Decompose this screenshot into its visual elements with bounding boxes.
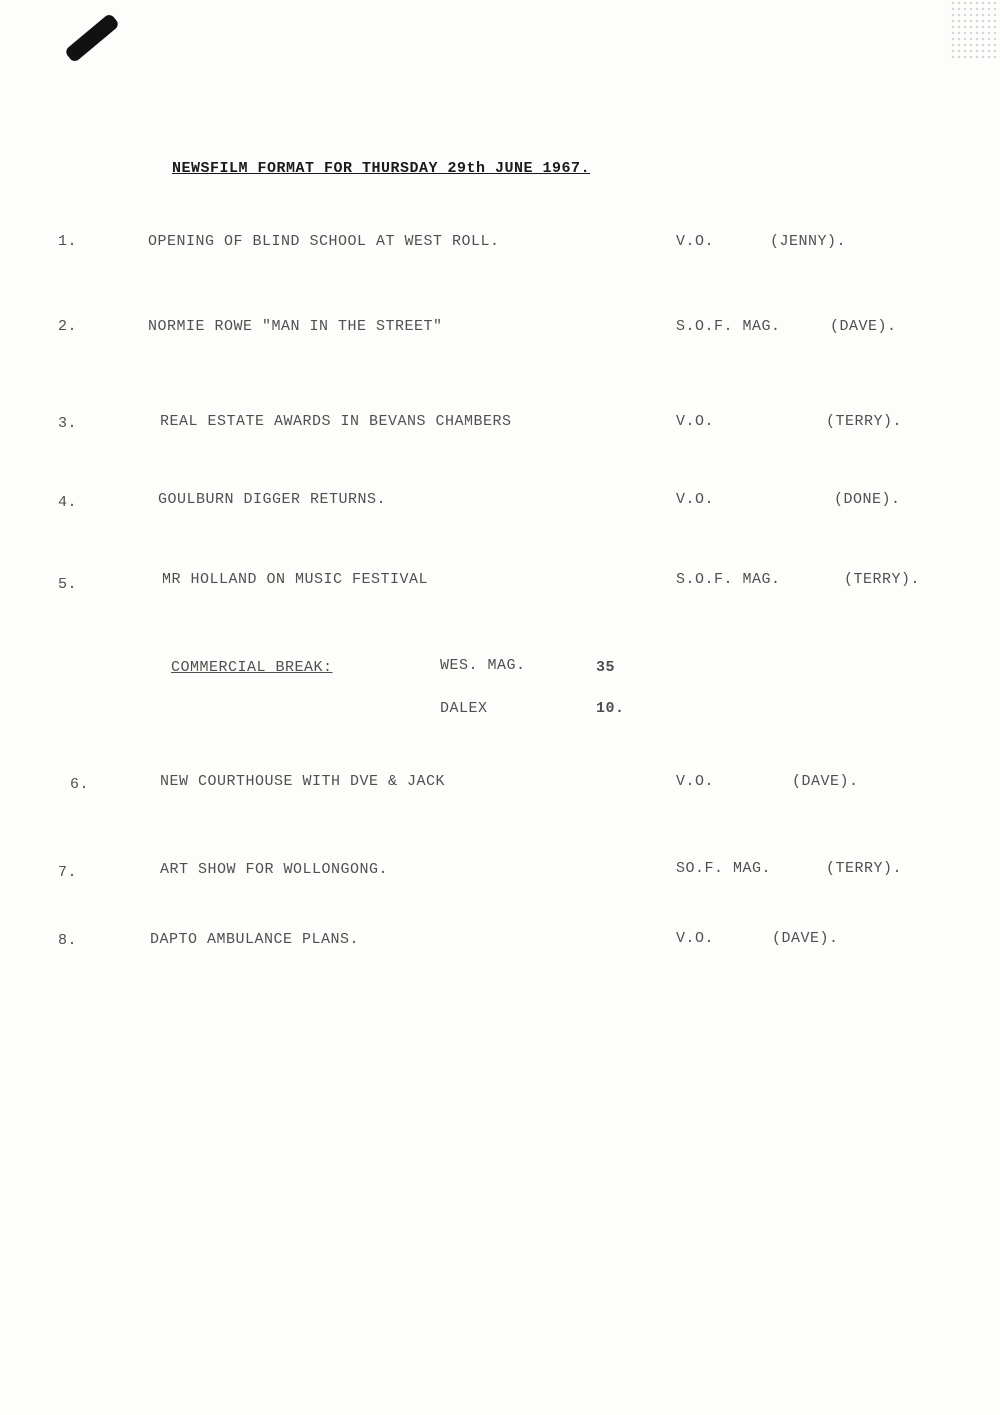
break-row-name: DALEX	[440, 700, 488, 717]
break-row-value: 35	[596, 659, 616, 676]
item-format: SO.F. MAG.	[676, 860, 772, 877]
item-format: S.O.F. MAG.	[676, 318, 781, 335]
item-format: V.O.	[676, 233, 715, 250]
item-story: REAL ESTATE AWARDS IN BEVANS CHAMBERS	[160, 413, 512, 430]
item-reporter: (DONE).	[834, 491, 901, 508]
item-number: 8.	[58, 932, 78, 949]
item-story: DAPTO AMBULANCE PLANS.	[150, 931, 360, 948]
break-row-name: WES. MAG.	[440, 657, 526, 674]
item-story: MR HOLLAND ON MUSIC FESTIVAL	[162, 571, 429, 588]
item-reporter: (DAVE).	[792, 773, 859, 790]
commercial-break-label: COMMERCIAL BREAK:	[171, 659, 333, 676]
item-reporter: (TERRY).	[844, 571, 921, 588]
item-story: NORMIE ROWE "MAN IN THE STREET"	[148, 318, 443, 335]
item-story: NEW COURTHOUSE WITH DVE & JACK	[160, 773, 446, 790]
item-reporter: (JENNY).	[770, 233, 847, 250]
item-format: V.O.	[676, 930, 715, 947]
torn-corner	[950, 0, 1000, 60]
break-row-value: 10.	[596, 700, 625, 717]
item-format: V.O.	[676, 413, 715, 430]
item-story: ART SHOW FOR WOLLONGONG.	[160, 861, 389, 878]
item-number: 4.	[58, 494, 78, 511]
ink-stain	[64, 13, 120, 64]
item-story: GOULBURN DIGGER RETURNS.	[158, 491, 387, 508]
item-format: V.O.	[676, 491, 715, 508]
item-number: 7.	[58, 864, 78, 881]
page-title: NEWSFILM FORMAT FOR THURSDAY 29th JUNE 1967.	[172, 160, 591, 177]
item-format: V.O.	[676, 773, 715, 790]
item-reporter: (DAVE).	[830, 318, 897, 335]
item-number: 1.	[58, 233, 78, 250]
item-number: 3.	[58, 415, 78, 432]
item-story: OPENING OF BLIND SCHOOL AT WEST ROLL.	[148, 233, 500, 250]
item-reporter: (TERRY).	[826, 860, 903, 877]
item-number: 6.	[70, 776, 90, 793]
item-number: 2.	[58, 318, 78, 335]
item-reporter: (DAVE).	[772, 930, 839, 947]
item-reporter: (TERRY).	[826, 413, 903, 430]
item-number: 5.	[58, 576, 78, 593]
item-format: S.O.F. MAG.	[676, 571, 781, 588]
